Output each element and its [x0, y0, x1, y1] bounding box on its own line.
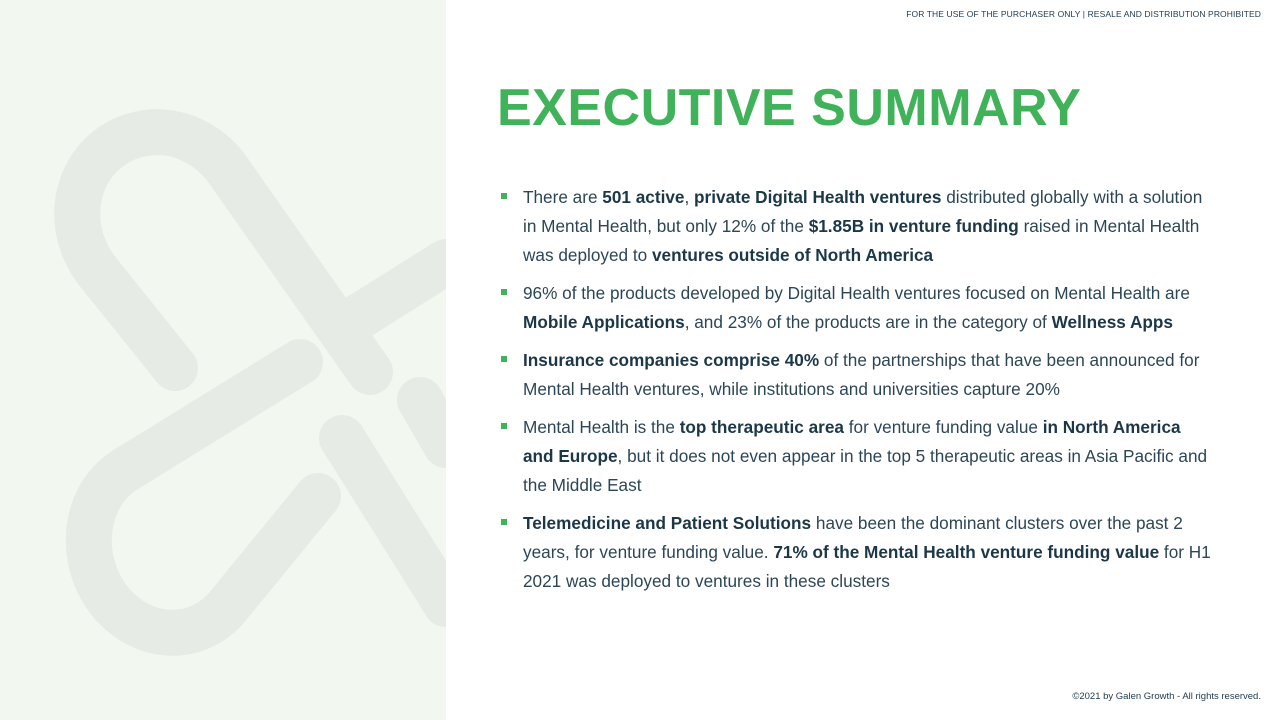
bullet-highlight-text: private Digital Health ventures	[694, 187, 942, 207]
copyright-text: ©2021 by Galen Growth - All rights reserved.	[1072, 691, 1261, 702]
bullet-highlight-text: top therapeutic area	[679, 417, 844, 437]
summary-bullet	[499, 279, 1211, 337]
bullet-highlight-text: in North America and Europe	[523, 417, 1181, 466]
bullet-text: , and 23% of the products are in the category of	[684, 312, 1052, 332]
summary-bullet	[499, 346, 1211, 404]
bullet-square-icon	[501, 356, 507, 362]
bullet-text: for venture funding value	[843, 417, 1043, 437]
bullet-highlight-text: Insurance companies comprise 40%	[523, 350, 820, 370]
bullet-highlight-text: $1.85B in venture funding	[808, 216, 1019, 236]
bullet-text: There are	[523, 187, 603, 207]
bullet-square-icon	[501, 289, 507, 295]
bullet-highlight-text: Telemedicine and Patient Solutions	[523, 513, 812, 533]
bullet-text: for H1 2021 was deployed to ventures in these clusters	[523, 542, 1211, 591]
bullet-square-icon	[501, 193, 507, 199]
bullet-highlight-text: 71% of the Mental Health venture funding value	[773, 542, 1160, 562]
bullet-square-icon	[501, 423, 507, 429]
bullet-text: have been the dominant clusters over the past 2 years, for venture funding value.	[523, 513, 1183, 562]
page-title: EXECUTIVE SUMMARY	[497, 79, 1082, 137]
bullet-square-icon	[501, 519, 507, 525]
summary-bullet-list	[499, 183, 1211, 605]
bullet-text: , but it does not even appear in the top 5 therapeutic areas in Asia Pacific and the Middle East	[523, 446, 1208, 495]
bullet-text: ,	[684, 187, 695, 207]
bullet-highlight-text: 501 active	[602, 187, 685, 207]
bullet-text: distributed globally with a solution in Mental Health, but only 12% of the	[523, 187, 1203, 236]
bullet-text: Mental Health is the	[523, 417, 680, 437]
bullet-text: 96% of the products developed by Digital Health ventures focused on Mental Health are	[523, 283, 1190, 303]
bullet-highlight-text: Wellness Apps	[1051, 312, 1173, 332]
bullet-text: of the partnerships that have been announced for Mental Health ventures, while institutions and universities capture 20%	[523, 350, 1200, 399]
summary-bullet	[499, 183, 1211, 270]
logo-watermark-icon	[0, 0, 446, 720]
summary-bullet	[499, 509, 1211, 596]
bullet-highlight-text: Mobile Applications	[523, 312, 685, 332]
bullet-highlight-text: ventures outside of North America	[652, 245, 934, 265]
distribution-notice: FOR THE USE OF THE PURCHASER ONLY | RESALE AND DISTRIBUTION PROHIBITED	[906, 9, 1261, 19]
left-panel	[0, 0, 446, 720]
summary-bullet	[499, 413, 1211, 500]
bullet-text: raised in Mental Health was deployed to	[523, 216, 1200, 265]
